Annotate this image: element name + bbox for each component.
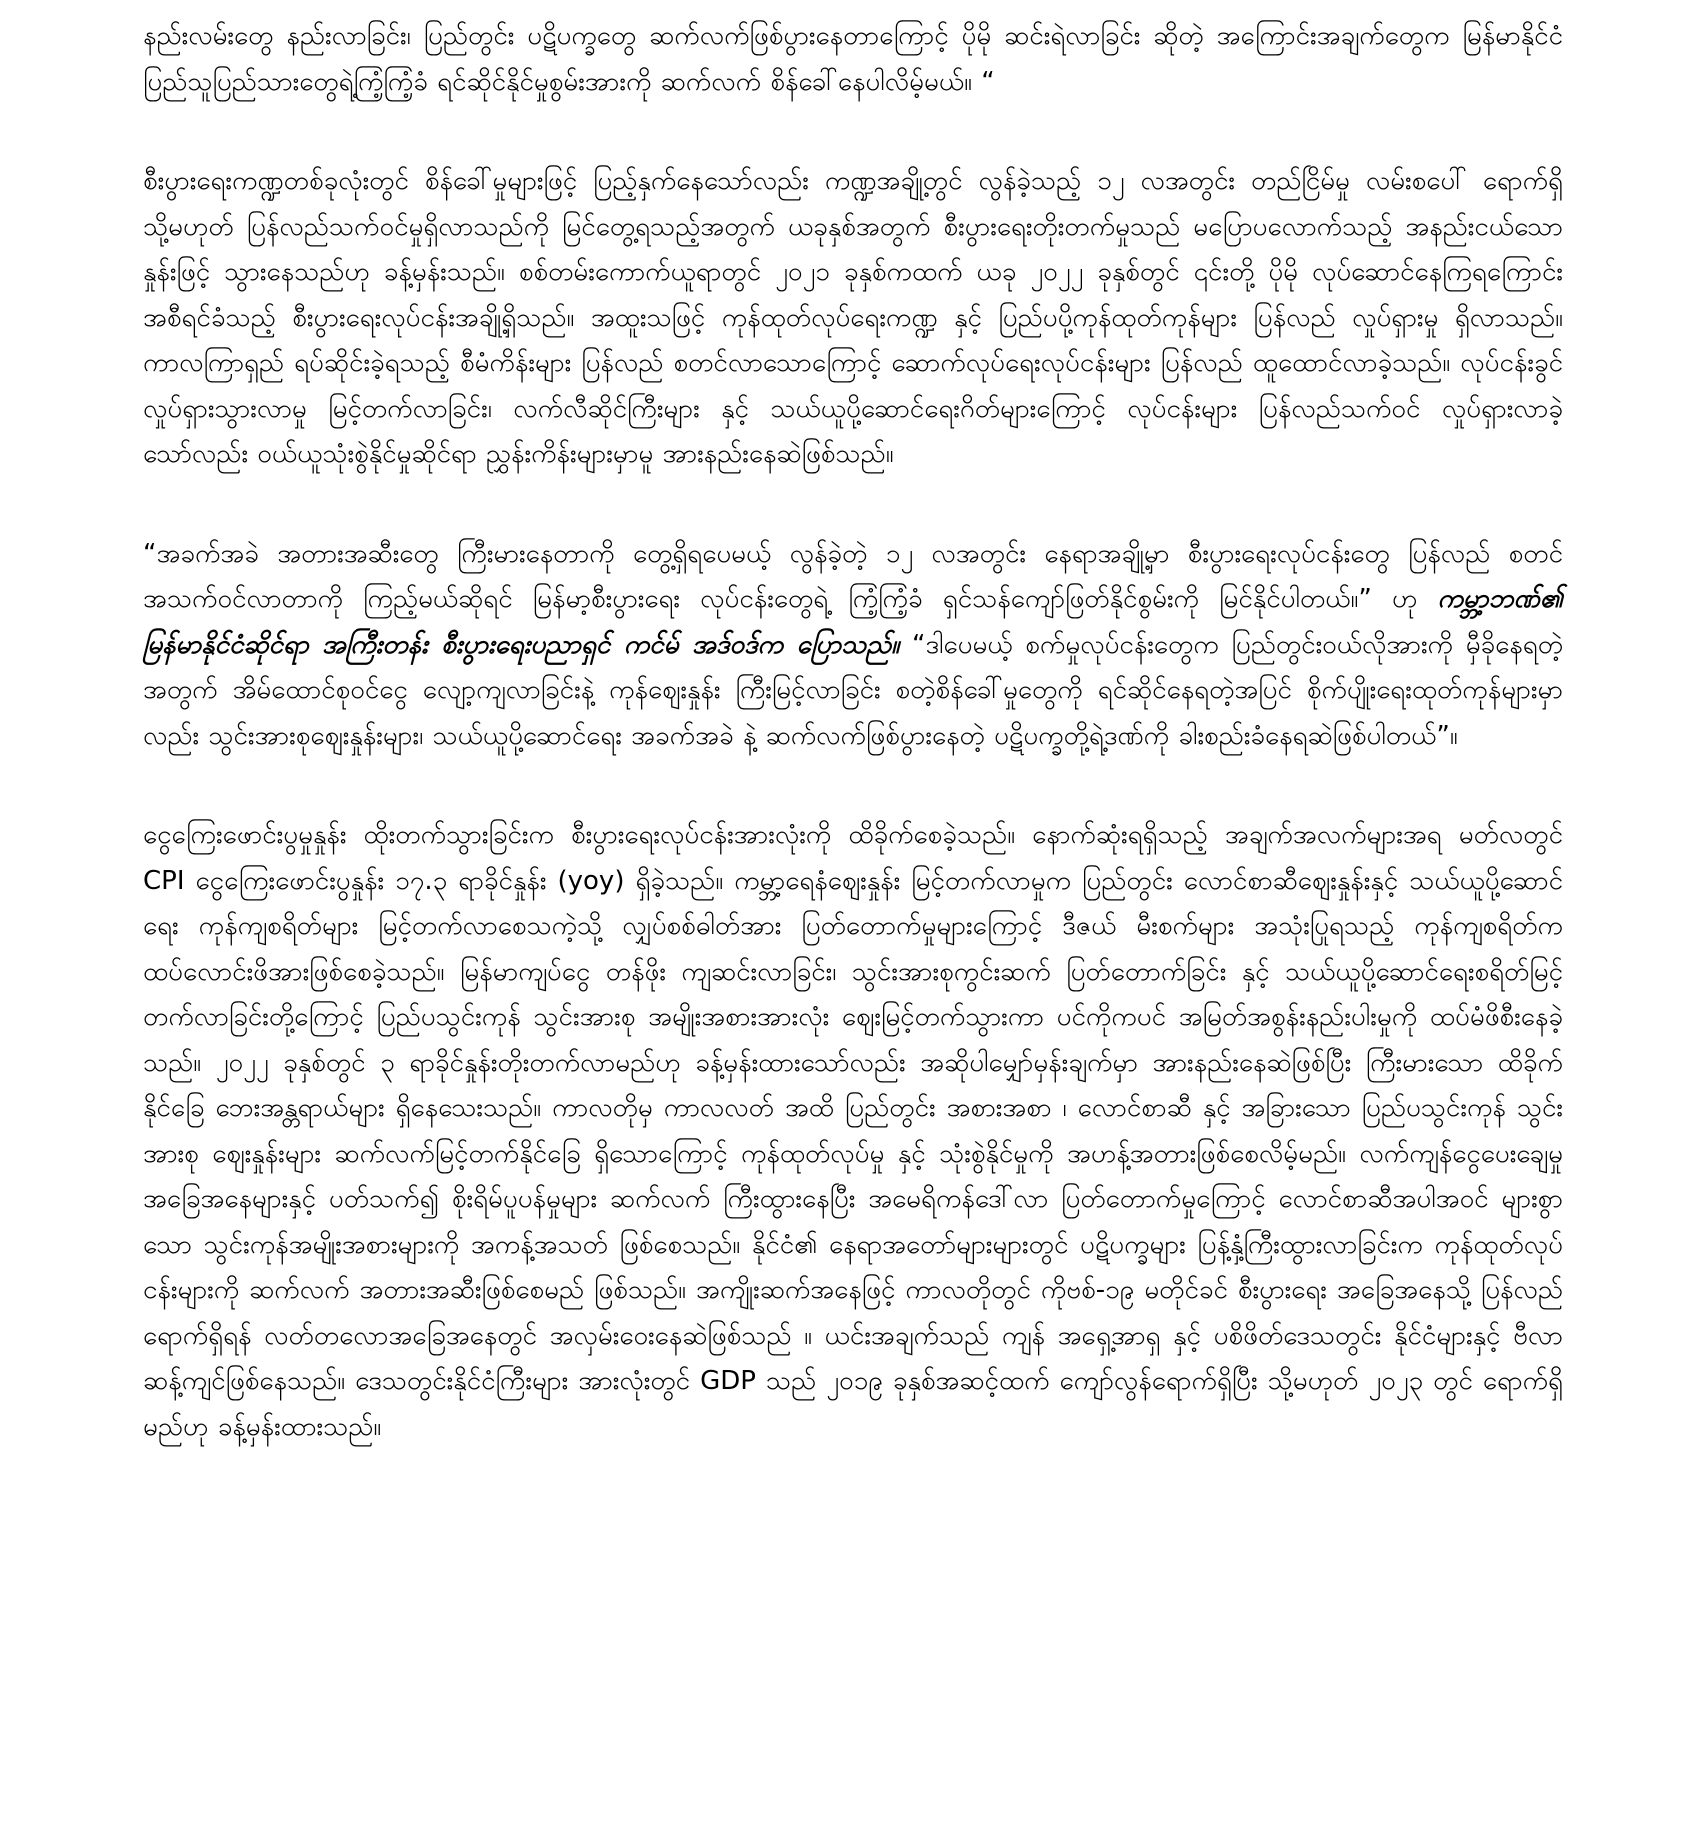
- paragraph-3: [143, 532, 1563, 760]
- paragraph-2: စီးပွားရေးကဏ္ဍတစ်ခုလုံးတွင် စိန်ခေါ်မှုများဖြင့် ပြည့်နှက်နေသော်လည်း ကဏ္ဍအချို့တွင် လွန်ခဲ့သည့် ၁၂ လအတွင်း တည်ငြိမ်မှု လမ်းစပေါ် ရောက်ရှိ သို့မဟုတ် ပြန်လည်သက်ဝင်မှုရှိလာသည်ကို မြင်တွေ့ရသည့်အတွက် ယခုနှစ်အတွက် စီးပွားရေးတိုးတက်မှုသည် မပြောပလောက်သည့် အနည်းငယ်သောနှုန်းဖြင့် သွားနေသည်ဟု ခန့်မှန်းသည်။ စစ်တမ်းကောက်ယူရာတွင် ၂၀၂၁ ခုနှစ်ကထက် ယခု ၂၀၂၂ ခုနှစ်တွင် ၎င်းတို့ ပိုမို လုပ်ဆောင်နေကြရကြောင်း အစီရင်ခံသည့် စီးပွားရေးလုပ်ငန်းအချို့ရှိသည်။ အထူးသဖြင့် ကုန်ထုတ်လုပ်ရေးကဏ္ဍ နှင့် ပြည်ပပို့ကုန်ထုတ်ကုန်များ ပြန်လည် လှုပ်ရှားမှု ရှိလာသည်။ ကာလကြာရှည် ရပ်ဆိုင်းခဲ့ရသည့် စီမံကိန်းများ ပြန်လည် စတင်လာသောကြောင့် ဆောက်လုပ်ရေးလုပ်ငန်းများ ပြန်လည် ထူထောင်လာခဲ့သည်။ လုပ်ငန်းခွင် လှုပ်ရှားသွားလာမှု မြင့်တက်လာခြင်း၊ လက်လီဆိုင်ကြီးများ နှင့် သယ်ယူပို့ဆောင်ရေးဂိတ်များကြောင့် လုပ်ငန်းများ ပြန်လည်သက်ဝင် လှုပ်ရှားလာခဲ့သော်လည်း ဝယ်ယူသုံးစွဲနိုင်မှုဆိုင်ရာ ညွှန်းကိန်းများမှာမူ အားနည်းနေဆဲဖြစ်သည်။: [143, 166, 1563, 469]
- quote-part-1: “အခက်အခဲ အတားအဆီးတွေ ကြီးမားနေတာကို တွေ့ရှိရပေမယ့် လွန်ခဲ့တဲ့ ၁၂ လအတွင်း နေရာအချို့မှာ စီးပွားရေးလုပ်ငန်းတွေ ပြန်လည် စတင် အသက်ဝင်လာတာကို ကြည့်မယ်ဆိုရင် မြန်မာ့စီးပွားရေး လုပ်ငန်းတွေရဲ့ ကြံ့ကြံ့ခံ ရှင်သန်ကျော်ဖြတ်နိုင်စွမ်းကို မြင်နိုင်ပါတယ်။” ဟု: [143, 538, 1563, 614]
- document-body: [143, 14, 1563, 1450]
- speaker-attribution: ကမ္ဘာ့ဘဏ်၏ မြန်မာနိုင်ငံဆိုင်ရာ အကြီးတန်း စီးပွားရေးပညာရှင် ကင်မ် အဒ်ဝဒ်က ပြောသည်။: [143, 584, 1563, 660]
- paragraph-4: ငွေကြေးဖောင်းပွမှုနှုန်း ထိုးတက်သွားခြင်းက စီးပွားရေးလုပ်ငန်းအားလုံးကို ထိခိုက်စေခဲ့သည်။ နောက်ဆုံးရရှိသည့် အချက်အလက်များအရ မတ်လတွင် CPI ငွေကြေးဖောင်းပွနှုန်း ၁၇.၃ ရာခိုင်နှုန်း (yoy) ရှိခဲ့သည်။ ကမ္ဘာ့ရေနံဈေးနှုန်း မြင့်တက်လာမှုက ပြည်တွင်း လောင်စာဆီဈေးနှုန်းနှင့် သယ်ယူပို့ဆောင်ရေး ကုန်ကျစရိတ်များ မြင့်တက်လာစေသကဲ့သို့ လျှပ်စစ်ဓါတ်အား ပြတ်တောက်မှုများကြောင့် ဒီဇယ် မီးစက်များ အသုံးပြုရသည့် ကုန်ကျစရိတ်က ထပ်လောင်းဖိအားဖြစ်စေခဲ့သည်။ မြန်မာကျပ်ငွေ တန်ဖိုး ကျဆင်းလာခြင်း၊ သွင်းအားစုကွင်းဆက် ပြတ်တောက်ခြင်း နှင့် သယ်ယူပို့ဆောင်ရေးစရိတ်မြင့်တက်လာခြင်းတို့ကြောင့် ပြည်ပသွင်းကုန် သွင်းအားစု အမျိုးအစားအားလုံး ဈေးမြင့်တက်သွားကာ ပင်ကိုကပင် အမြတ်အစွန်းနည်းပါးမှုကို ထပ်မံဖိစီးနေခဲ့သည်။ ၂၀၂၂ ခုနှစ်တွင် ၃ ရာခိုင်နှုန်းတိုးတက်လာမည်ဟု ခန့်မှန်းထားသော်လည်း အဆိုပါမျှော်မှန်းချက်မှာ အားနည်းနေဆဲဖြစ်ပြီး ကြီးမားသော ထိခိုက်နိုင်ခြေ ဘေးအန္တရာယ်များ ရှိနေသေးသည်။ ကာလတိုမှ ကာလလတ် အထိ ပြည်တွင်း အစားအစာ ၊ လောင်စာဆီ နှင့် အခြားသော ပြည်ပသွင်းကုန် သွင်းအားစု ဈေးနှုန်းများ ဆက်လက်မြင့်တက်နိုင်ခြေ ရှိသောကြောင့် ကုန်ထုတ်လုပ်မှု နှင့် သုံးစွဲနိုင်မှုကို အဟန့်အတားဖြစ်စေလိမ့်မည်။ လက်ကျန်ငွေပေးချေမှု အခြေအနေများနှင့် ပတ်သက်၍ စိုးရိမ်ပူပန်မှုများ ဆက်လက် ကြီးထွားနေပြီး အမေရိကန်ဒေါ်လာ ပြတ်တောက်မှုကြောင့် လောင်စာဆီအပါအဝင် များစွာသော သွင်းကုန်အမျိုးအစားများကို အကန့်အသတ် ဖြစ်စေသည်။ နိုင်ငံ၏ နေရာအတော်များများတွင် ပဋိပက္ခများ ပြန့်နှံ့ကြီးထွားလာခြင်းက ကုန်ထုတ်လုပ်ငန်းများကို ဆက်လက် အတားအဆီးဖြစ်စေမည် ဖြစ်သည်။ အကျိုးဆက်အနေဖြင့် ကာလတိုတွင် ကိုဗစ်-၁၉ မတိုင်ခင် စီးပွားရေး အခြေအနေသို့ ပြန်လည်ရောက်ရှိရန် လတ်တလောအခြေအနေတွင် အလှမ်းဝေးနေဆဲဖြစ်သည် ။ ယင်းအချက်သည် ကျန် အရှေ့အာရှ နှင့် ပစိဖိတ်ဒေသတွင်း နိုင်ငံများနှင့် ဗီလာဆန့်ကျင်ဖြစ်နေသည်။ ဒေသတွင်းနိုင်ငံကြီးများ အားလုံးတွင် GDP သည် ၂၀၁၉ ခုနှစ်အဆင့်ထက် ကျော်လွန်ရောက်ရှိပြီး သို့မဟုတ် ၂၀၂၃ တွင် ရောက်ရှိမည်ဟု ခန့်မှန်းထားသည်။: [143, 820, 1563, 1442]
- paragraph-1: နည်းလမ်းတွေ နည်းလာခြင်း၊ ပြည်တွင်း ပဋိပက္ခတွေ ဆက်လက်ဖြစ်ပွားနေတာကြောင့် ပိုမို ဆင်းရဲလာခြင်း ဆိုတဲ့ အကြောင်းအချက်တွေက မြန်မာနိုင်ငံ ပြည်သူပြည်သားတွေရဲ့ကြံ့ကြံ့ခံ ရင်ဆိုင်နိုင်မှုစွမ်းအားကို ဆက်လက် စိန်ခေါ်နေပါလိမ့်မယ်။ “: [143, 21, 1563, 97]
- quote-part-2: “ဒါပေမယ့် စက်မှုလုပ်ငန်းတွေက ပြည်တွင်းဝယ်လိုအားကို မှီခိုနေရတဲ့အတွက် အိမ်ထောင်စုဝင်ငွေ လျော့ကျလာခြင်းနဲ့ ကုန်ဈေးနှုန်း ကြီးမြင့်လာခြင်း စတဲ့စိန်ခေါ်မှုတွေကို ရင်ဆိုင်နေရတဲ့အပြင် စိုက်ပျိုးရေးထုတ်ကုန်များမှာလည်း သွင်းအားစုဈေးနှုန်းများ၊ သယ်ယူပို့ဆောင်ရေး အခက်အခဲ နဲ့ ဆက်လက်ဖြစ်ပွားနေတဲ့ ပဋိပက္ခတို့ရဲ့ဒဏ်ကို ခါးစည်းခံနေရဆဲဖြစ်ပါတယ်”။: [143, 629, 1564, 751]
